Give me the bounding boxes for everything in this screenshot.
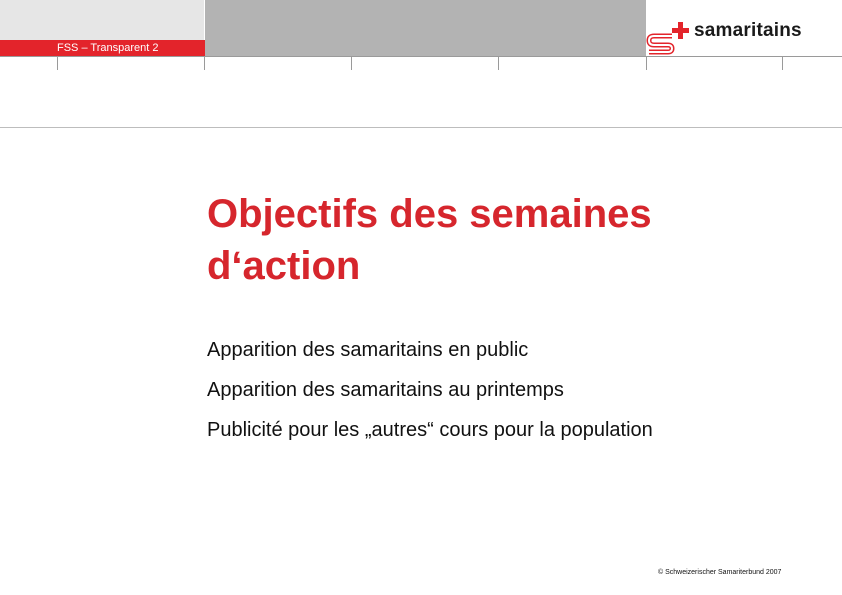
bullet-item: Apparition des samaritains au printemps: [207, 379, 564, 401]
slide-title: Objectifs des semaines d‘action: [207, 192, 652, 288]
ruler-tick: [351, 56, 352, 70]
content-rule: [0, 127, 842, 128]
footer-copyright: © Schweizerischer Samariterbund 2007: [658, 569, 782, 576]
bullet-item: Publicité pour les „autres“ cours pour la population: [207, 419, 653, 441]
bullet-item: Apparition des samaritains en public: [207, 339, 529, 361]
header-divider: [204, 0, 205, 40]
header-label: FSS – Transparent 2: [57, 42, 159, 54]
ruler-tick: [782, 56, 783, 70]
ruler-tick: [646, 56, 647, 70]
bullet-list: [207, 338, 653, 458]
samaritains-s-cross-logo-icon: [646, 18, 692, 56]
ruler-tick: [204, 56, 205, 70]
ruler-tick: [498, 56, 499, 70]
logo-text: samaritains: [694, 20, 802, 41]
header-gray-block: [205, 0, 646, 56]
samaritains-logo: [646, 18, 842, 56]
ruler-tick: [57, 56, 58, 70]
header-rule: [0, 56, 842, 57]
